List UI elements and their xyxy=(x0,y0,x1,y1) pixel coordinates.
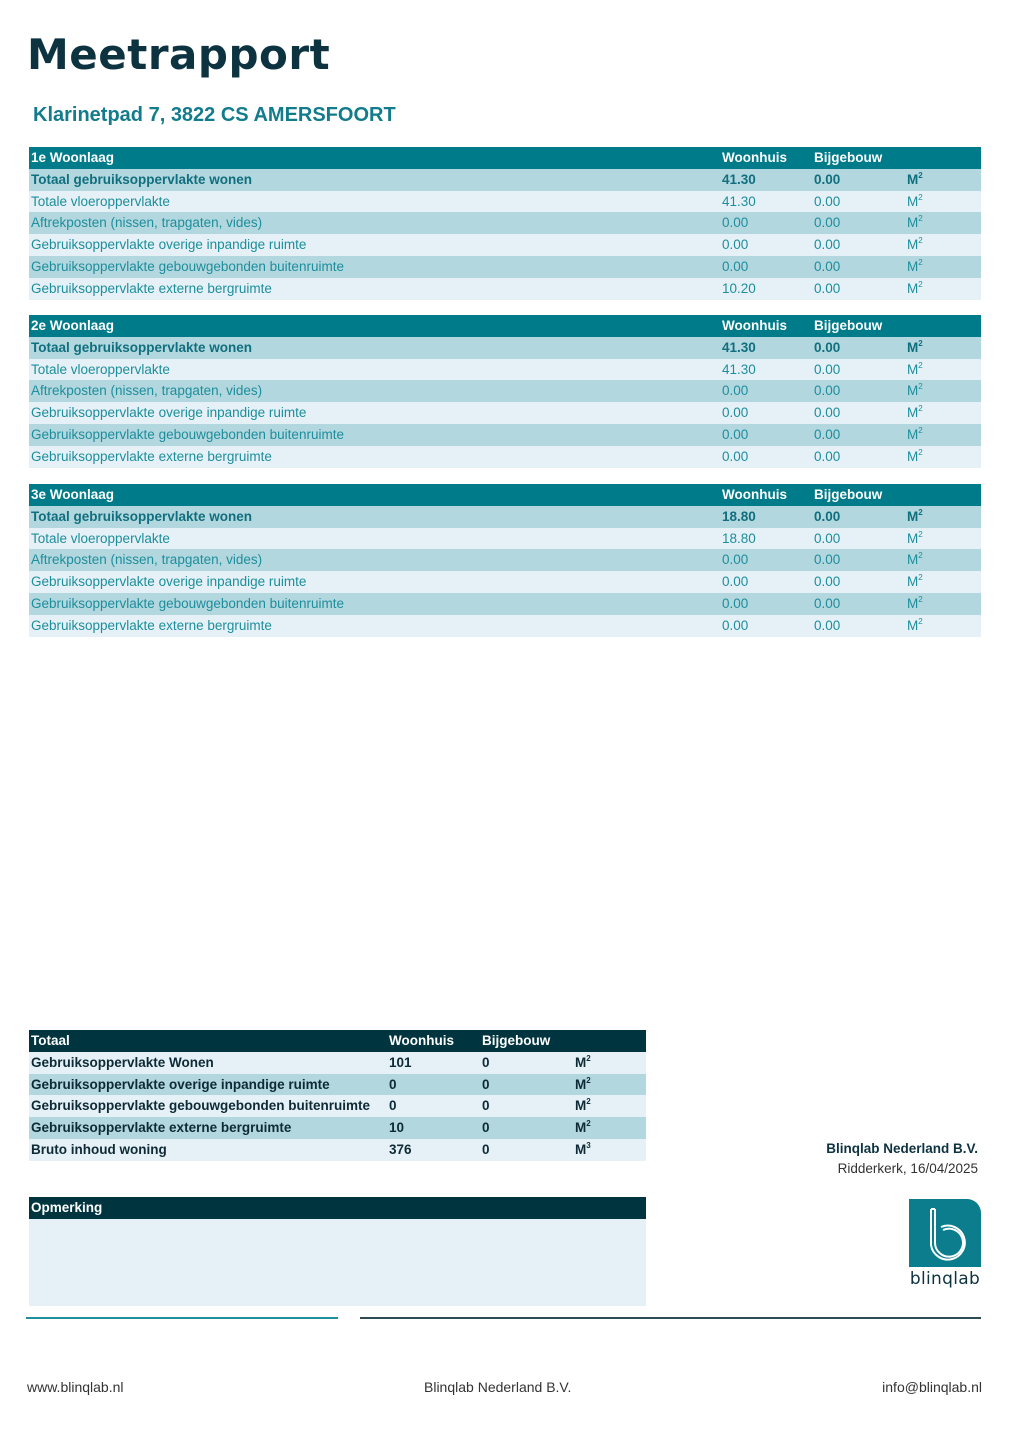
row-label: Gebruiksoppervlakte gebouwgebonden buitenruimte xyxy=(31,426,344,442)
row-label: Totale vloeroppervlakte xyxy=(31,193,170,209)
value-woonhuis: 0.00 xyxy=(722,552,749,568)
value-bijgebouw: 0.00 xyxy=(814,361,841,377)
value-woonhuis: 10 xyxy=(389,1120,405,1136)
value-woonhuis: 0.00 xyxy=(722,215,749,231)
row-label: Totaal gebruiksoppervlakte wonen xyxy=(31,508,253,524)
totals-header xyxy=(29,1030,646,1052)
table-row xyxy=(29,571,981,593)
value-bijgebouw: 0.00 xyxy=(814,383,841,399)
remark-title: Opmerking xyxy=(29,1197,646,1219)
value-woonhuis: 0.00 xyxy=(722,574,749,590)
value-woonhuis: 0.00 xyxy=(722,426,749,442)
row-label: Aftrekposten (nissen, trapgaten, vides) xyxy=(31,383,263,399)
table-row xyxy=(29,402,981,424)
table-row xyxy=(29,1095,646,1117)
unit-m2: $M^2$ xyxy=(907,192,923,209)
value-bijgebouw: 0.00 xyxy=(814,448,841,464)
value-woonhuis: 0.00 xyxy=(722,258,749,274)
table-row xyxy=(29,424,981,446)
unit-m2: $M^2$ xyxy=(575,1075,591,1092)
company-name: Blinqlab Nederland B.V. xyxy=(826,1141,978,1156)
value-bijgebouw: 0.00 xyxy=(814,405,841,421)
footer-company: Blinqlab Nederland B.V. xyxy=(424,1379,572,1395)
value-woonhuis: 0.00 xyxy=(722,448,749,464)
blinqlab-logo xyxy=(909,1199,981,1289)
unit-m2: $M^2$ xyxy=(575,1119,591,1136)
column-woonhuis: Woonhuis xyxy=(389,1033,454,1048)
column-woonhuis: Woonhuis xyxy=(722,318,787,333)
unit-m2: $M^2$ xyxy=(575,1097,591,1114)
value-woonhuis: 376 xyxy=(389,1141,412,1157)
column-woonhuis: Woonhuis xyxy=(722,150,787,165)
floor-header xyxy=(29,147,981,169)
table-row xyxy=(29,234,981,256)
column-woonhuis: Woonhuis xyxy=(722,487,787,502)
table-row xyxy=(29,359,981,381)
row-label: Gebruiksoppervlakte externe bergruimte xyxy=(31,448,272,464)
table-row xyxy=(29,1117,646,1139)
table-row xyxy=(29,380,981,402)
value-bijgebouw: 0 xyxy=(482,1098,490,1114)
row-label: Gebruiksoppervlakte externe bergruimte xyxy=(31,280,272,296)
row-label: Aftrekposten (nissen, trapgaten, vides) xyxy=(31,215,263,231)
value-woonhuis: 41.30 xyxy=(722,171,756,187)
row-label: Gebruiksoppervlakte gebouwgebonden buitenruimte xyxy=(31,1098,371,1114)
company-signature xyxy=(826,1141,978,1176)
divider-left xyxy=(26,1317,338,1319)
unit-m3: $M^3$ xyxy=(575,1140,591,1157)
column-bijgebouw: Bijgebouw xyxy=(814,318,883,333)
unit-m2: $M^2$ xyxy=(907,214,923,231)
value-bijgebouw: 0.00 xyxy=(814,280,841,296)
table-row xyxy=(29,1074,646,1096)
row-label: Gebruiksoppervlakte gebouwgebonden buitenruimte xyxy=(31,258,344,274)
column-bijgebouw: Bijgebouw xyxy=(814,487,883,502)
row-label: Gebruiksoppervlakte externe bergruimte xyxy=(31,617,272,633)
value-woonhuis: 0.00 xyxy=(722,237,749,253)
row-label: Gebruiksoppervlakte overige inpandige ruimte xyxy=(31,405,307,421)
value-woonhuis: 101 xyxy=(389,1054,412,1070)
value-bijgebouw: 0.00 xyxy=(814,530,841,546)
unit-m2: $M^2$ xyxy=(907,594,923,611)
value-bijgebouw: 0.00 xyxy=(814,426,841,442)
floor-title: 3e Woonlaag xyxy=(31,487,115,502)
row-label: Gebruiksoppervlakte overige inpandige ruimte xyxy=(31,1076,330,1092)
value-woonhuis: 41.30 xyxy=(722,361,756,377)
floor-table-2 xyxy=(29,315,981,468)
remark-box xyxy=(29,1197,646,1306)
value-woonhuis: 18.80 xyxy=(722,508,756,524)
unit-m2: $M^2$ xyxy=(907,447,923,464)
unit-m2: $M^2$ xyxy=(907,170,923,187)
value-woonhuis: 0 xyxy=(389,1076,397,1092)
floor-table-3 xyxy=(29,484,981,637)
row-label: Gebruiksoppervlakte Wonen xyxy=(31,1054,214,1070)
value-woonhuis: 0 xyxy=(389,1098,397,1114)
unit-m2: $M^2$ xyxy=(907,257,923,274)
value-woonhuis: 18.80 xyxy=(722,530,756,546)
row-label: Totaal gebruiksoppervlakte wonen xyxy=(31,171,253,187)
unit-m2: $M^2$ xyxy=(907,551,923,568)
unit-m2: $M^2$ xyxy=(907,236,923,253)
table-row xyxy=(29,256,981,278)
divider-right xyxy=(360,1317,981,1319)
unit-m2: $M^2$ xyxy=(907,616,923,633)
table-row xyxy=(29,278,981,300)
table-row xyxy=(29,212,981,234)
table-row xyxy=(29,446,981,468)
column-bijgebouw: Bijgebouw xyxy=(482,1033,551,1048)
value-bijgebouw: 0 xyxy=(482,1141,490,1157)
table-row xyxy=(29,615,981,637)
floor-title: 2e Woonlaag xyxy=(31,318,115,333)
value-bijgebouw: 0.00 xyxy=(814,595,841,611)
value-woonhuis: 0.00 xyxy=(722,383,749,399)
value-bijgebouw: 0.00 xyxy=(814,237,841,253)
value-bijgebouw: 0.00 xyxy=(814,171,841,187)
value-woonhuis: 0.00 xyxy=(722,617,749,633)
table-row-total xyxy=(29,337,981,359)
totals-title: Totaal xyxy=(31,1033,70,1048)
unit-m2: $M^2$ xyxy=(907,507,923,524)
unit-m2: $M^2$ xyxy=(575,1053,591,1070)
property-address: Klarinetpad 7, 3822 CS AMERSFOORT xyxy=(33,104,396,126)
totals-table xyxy=(29,1030,646,1161)
value-woonhuis: 41.30 xyxy=(722,339,756,355)
unit-m2: $M^2$ xyxy=(907,529,923,546)
footer-email[interactable]: info@blinqlab.nl xyxy=(882,1379,982,1395)
value-bijgebouw: 0.00 xyxy=(814,339,841,355)
column-bijgebouw: Bijgebouw xyxy=(814,150,883,165)
table-row-total xyxy=(29,506,981,528)
row-label: Totale vloeroppervlakte xyxy=(31,530,170,546)
value-bijgebouw: 0.00 xyxy=(814,258,841,274)
page-title: Meetrapport xyxy=(27,30,331,79)
value-bijgebouw: 0.00 xyxy=(814,574,841,590)
value-woonhuis: 0.00 xyxy=(722,595,749,611)
value-bijgebouw: 0 xyxy=(482,1120,490,1136)
footer-website[interactable]: www.blinqlab.nl xyxy=(27,1379,124,1395)
row-label: Gebruiksoppervlakte overige inpandige ruimte xyxy=(31,237,307,253)
value-bijgebouw: 0 xyxy=(482,1076,490,1092)
unit-m2: $M^2$ xyxy=(907,338,923,355)
value-bijgebouw: 0.00 xyxy=(814,508,841,524)
value-bijgebouw: 0 xyxy=(482,1054,490,1070)
floor-header xyxy=(29,315,981,337)
table-row xyxy=(29,528,981,550)
floor-title: 1e Woonlaag xyxy=(31,150,115,165)
row-label: Gebruiksoppervlakte externe bergruimte xyxy=(31,1120,292,1136)
value-bijgebouw: 0.00 xyxy=(814,552,841,568)
remark-body xyxy=(29,1219,646,1306)
floor-header xyxy=(29,484,981,506)
value-woonhuis: 41.30 xyxy=(722,193,756,209)
unit-m2: $M^2$ xyxy=(907,425,923,442)
table-row xyxy=(29,593,981,615)
value-woonhuis: 0.00 xyxy=(722,405,749,421)
value-bijgebouw: 0.00 xyxy=(814,215,841,231)
row-label: Gebruiksoppervlakte overige inpandige ruimte xyxy=(31,574,307,590)
unit-m2: $M^2$ xyxy=(907,279,923,296)
row-label: Totaal gebruiksoppervlakte wonen xyxy=(31,339,253,355)
row-label: Gebruiksoppervlakte gebouwgebonden buitenruimte xyxy=(31,595,344,611)
value-bijgebouw: 0.00 xyxy=(814,193,841,209)
row-label: Bruto inhoud woning xyxy=(31,1141,167,1157)
floor-table-1 xyxy=(29,147,981,300)
row-label: Totale vloeroppervlakte xyxy=(31,361,170,377)
table-row xyxy=(29,1139,646,1161)
unit-m2: $M^2$ xyxy=(907,382,923,399)
unit-m2: $M^2$ xyxy=(907,360,923,377)
place-date: Ridderkerk, 16/04/2025 xyxy=(837,1161,978,1176)
row-label: Aftrekposten (nissen, trapgaten, vides) xyxy=(31,552,263,568)
logo-b-icon xyxy=(909,1199,981,1267)
value-woonhuis: 10.20 xyxy=(722,280,756,296)
logo-text: blinqlab xyxy=(909,1269,981,1289)
unit-m2: $M^2$ xyxy=(907,573,923,590)
table-row xyxy=(29,549,981,571)
table-row-total xyxy=(29,169,981,191)
table-row xyxy=(29,1052,646,1074)
unit-m2: $M^2$ xyxy=(907,404,923,421)
value-bijgebouw: 0.00 xyxy=(814,617,841,633)
table-row xyxy=(29,191,981,213)
